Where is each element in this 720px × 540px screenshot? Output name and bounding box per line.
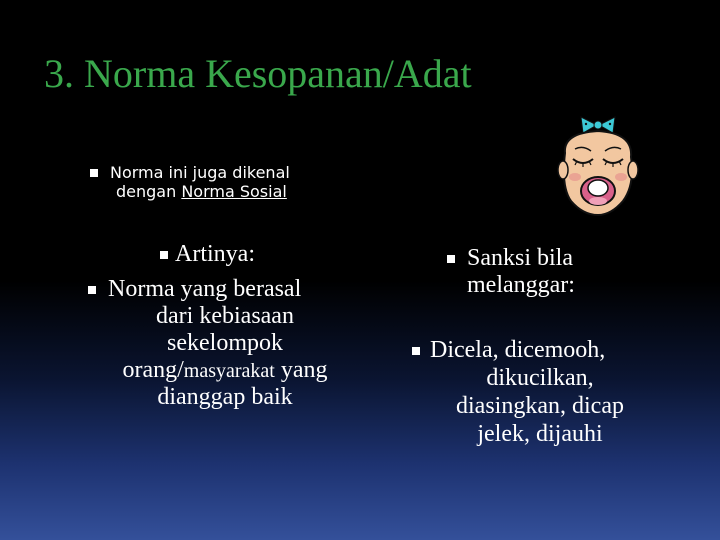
definition-yang: yang xyxy=(274,357,328,383)
sanksi-line-2: melanggar: xyxy=(467,272,575,298)
intro-line-1: Norma ini juga dikenal xyxy=(110,163,290,182)
definition-masyarakat: masyarakat xyxy=(183,360,275,382)
bullet-icon xyxy=(447,255,455,263)
artinya-label: Artinya: xyxy=(175,241,255,267)
definition-orang: orang/ xyxy=(122,357,184,383)
definition-line-5: dianggap baik xyxy=(157,384,293,410)
intro-prefix: dengan xyxy=(116,182,182,201)
punish-line-3: diasingkan, dicap xyxy=(456,393,624,419)
bullet-icon xyxy=(88,286,96,294)
crying-baby-icon xyxy=(553,115,643,220)
punish-line-4: jelek, dijauhi xyxy=(477,421,603,447)
bullet-icon xyxy=(160,251,168,259)
slide-title: 3. Norma Kesopanan/Adat xyxy=(44,51,472,96)
norma-sosial-link: Norma Sosial xyxy=(181,182,287,201)
definition-line-3: sekelompok xyxy=(167,330,283,356)
definition-line-4 xyxy=(80,358,370,383)
sanksi-line-1: Sanksi bila xyxy=(467,245,573,271)
definition-line-1: Norma yang berasal xyxy=(108,276,302,302)
punish-line-1: Dicela, dicemooh, xyxy=(430,337,606,363)
bullet-icon xyxy=(90,169,98,177)
definition-line-2: dari kebiasaan xyxy=(156,303,294,329)
punish-line-2: dikucilkan, xyxy=(486,365,594,391)
intro-line-2 xyxy=(116,182,287,201)
bullet-icon xyxy=(412,347,420,355)
